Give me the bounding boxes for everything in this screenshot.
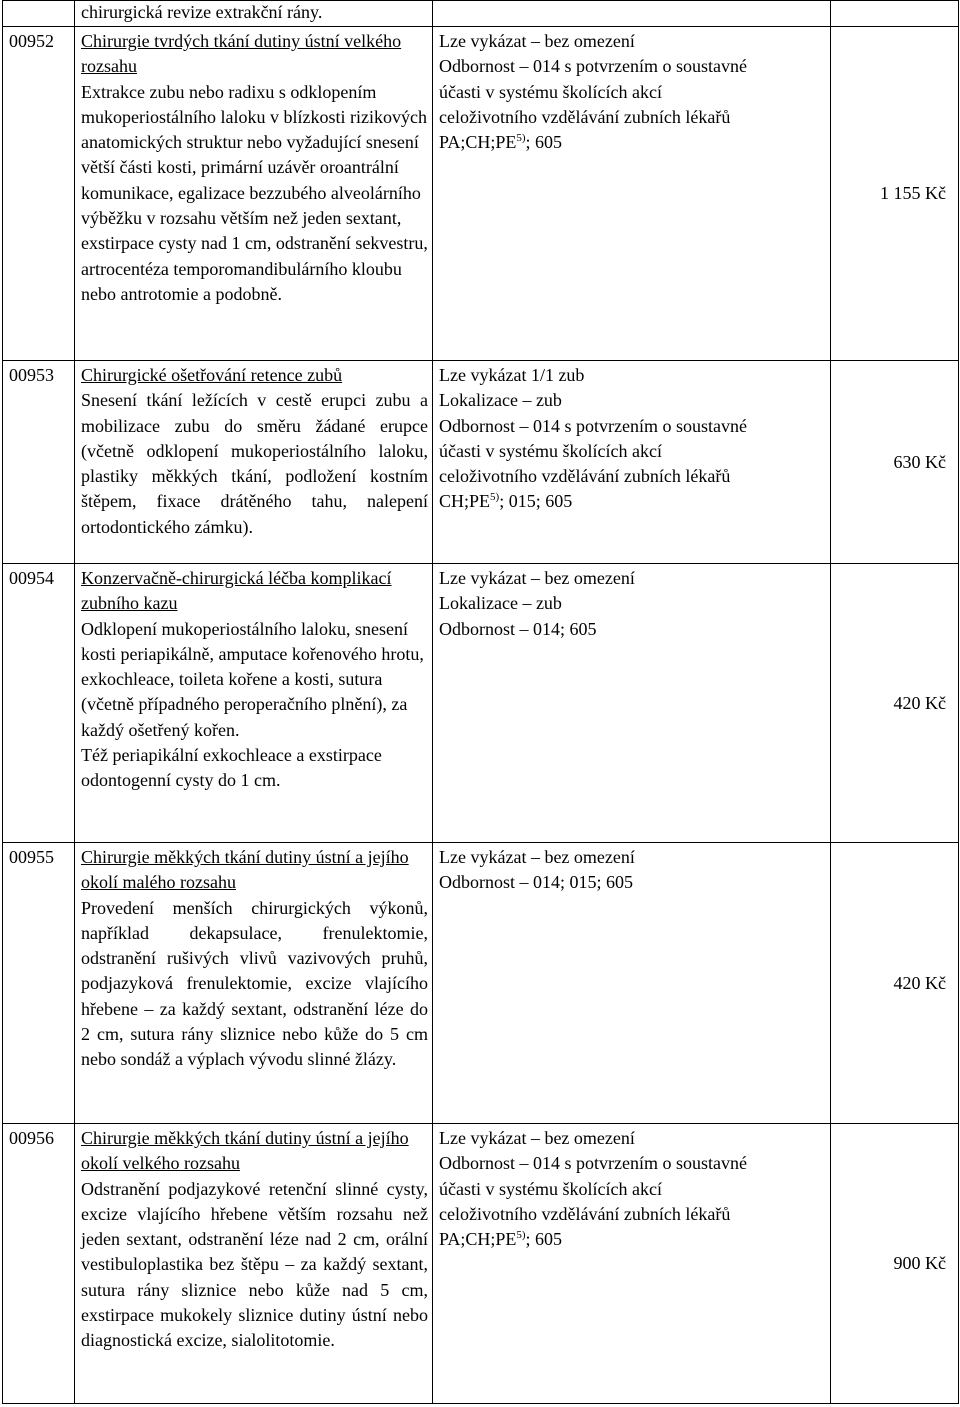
footnote-marker: 5) [490,491,500,504]
procedure-code: 00956 [3,1124,75,1404]
procedure-description: Odstranění podjazykové retenční slinné cysty, excize vlajícího hřebene větším rozsahu než jeden sextant, odstranění léze nad 2 cm, orální vestibuloplastika bez štěpu – za každý sextant, sutura rány sliznice nebo kůže nad 5 cm, exstirpace mukokely sliznice dutiny ústní nebo diagnostická excize, sialolitotomie. [81,1178,428,1351]
specialty-prefix: PA;CH;PE [439,132,517,153]
procedure-description-extra: Též periapikální exkochleace a exstirpace odontogenní cysty do 1 cm. [81,745,382,791]
procedure-title: Chirurgie tvrdých tkání dutiny ústní velkého rozsahu [81,31,402,77]
footnote-marker: 5) [516,1229,526,1242]
specialty-prefix: CH;PE [439,491,491,512]
description-cell [75,564,433,843]
footnote-marker: 5) [516,132,526,145]
conditions-cell [433,1124,831,1404]
procedure-code: 00955 [3,843,75,1124]
condition-line: Lze vykázat – bez omezení [439,847,635,867]
procedure-fee-table [2,0,959,1404]
table-row-00955 [3,843,959,1124]
condition-line: celoživotního vzdělávání zubních lékařů [439,106,731,127]
condition-line: Lokalizace – zub [439,390,562,411]
table-row-00956 [3,1124,959,1404]
table-row-00953 [3,361,959,564]
procedure-description: Odklopení mukoperiostálního laloku, snesení kosti periapikálně, amputace kořenového hrotu, exkochleace, toileta kořene a kosti, sutura (včetně případného peroperačního plnění), za každý ošetřený kořen. [81,618,424,740]
description-cell [75,27,433,361]
condition-line: Odbornost – 014; 015; 605 [439,872,634,893]
condition-line: Odbornost – 014 s potvrzením o soustavné [439,56,747,77]
condition-line: Lze vykázat – bez omezení [439,1128,635,1148]
price-value: 420 Kč [831,843,959,1124]
condition-line: Lokalizace – zub [439,593,562,614]
procedure-description: Extrakce zubu nebo radixu s odklopením mukoperiostálního laloku v blízkosti rizikových anatomických struktur nebo vyžadující snesení větší části kosti, primární uzávěr oroantrální komunikace, egalizace bezzubého alveolárního výběžku v rozsahu větším než jeden sextant, exstirpace cysty nad 1 cm, odstranění sekvestru, artrocentéza temporomandibulárního kloubu nebo antrotomie a podobně. [81,81,428,304]
description-cell [75,1124,433,1404]
conditions-cell [433,27,831,361]
condition-line: Lze vykázat – bez omezení [439,31,635,51]
condition-line: celoživotního vzdělávání zubních lékařů [439,1203,731,1224]
condition-line: Odbornost – 014; 605 [439,618,597,639]
condition-line: Lze vykázat 1/1 zub [439,365,585,385]
table-row-00954 [3,564,959,843]
continuation-description: chirurgická revize extrakční rány. [75,1,433,27]
price-value: 1 155 Kč [831,27,959,361]
condition-line: účasti v systému školících akcí [439,1178,662,1199]
condition-line: Lze vykázat – bez omezení [439,568,635,588]
price-value: 900 Kč [831,1124,959,1404]
specialty-suffix: ; 605 [525,1229,563,1250]
code-cell [3,1,75,27]
condition-line: Odbornost – 014 s potvrzením o soustavné [439,415,747,436]
conditions-cell [433,843,831,1124]
table-row-00952 [3,27,959,361]
table-row-continuation [3,1,959,27]
procedure-description: Snesení tkání ležících v cestě erupci zubu a mobilizace zubu do směru žádané erupce (včetně odklopení mukoperiostálního laloku, plastiky měkkých tkání, podložení kostním štěpem, fixace drátěného tahu, nalepení ortodontického zámku). [81,390,428,537]
procedure-title: Chirurgické ošetřování retence zubů [81,365,343,385]
procedure-code: 00953 [3,361,75,564]
procedure-code: 00954 [3,564,75,843]
condition-line: účasti v systému školících akcí [439,440,662,461]
procedure-title: Konzervačně-chirurgická léčba komplikací zubního kazu [81,568,392,614]
specialty-prefix: PA;CH;PE [439,1229,517,1250]
condition-line: Odbornost – 014 s potvrzením o soustavné [439,1153,747,1174]
procedure-title: Chirurgie měkkých tkání dutiny ústní a jejího okolí malého rozsahu [81,847,409,893]
conditions-cell [433,564,831,843]
condition-line: účasti v systému školících akcí [439,81,662,102]
description-cell [75,361,433,564]
specialty-suffix: ; 015; 605 [499,491,573,512]
condition-line: celoživotního vzdělávání zubních lékařů [439,466,731,487]
price-value: 420 Kč [831,564,959,843]
conditions-cell [433,1,831,27]
procedure-code: 00952 [3,27,75,361]
description-cell [75,843,433,1124]
specialty-line [439,130,826,155]
procedure-title: Chirurgie měkkých tkání dutiny ústní a jejího okolí velkého rozsahu [81,1128,409,1174]
price-value: 630 Kč [831,361,959,564]
conditions-cell [433,361,831,564]
price-cell [831,1,959,27]
specialty-line [439,1227,826,1252]
specialty-line [439,489,826,514]
specialty-suffix: ; 605 [525,132,563,153]
procedure-description: Provedení menších chirurgických výkonů, například dekapsulace, frenulektomie, odstranění rušivých vlivů vazivových pruhů, podjazyková frenulektomie, excize vlajícího hřebene – za každý sextant, odstranění léze do 2 cm, sutura rány sliznice nebo kůže do 5 cm nebo sondáž a výplach vývodu slinné žlázy. [81,897,428,1070]
